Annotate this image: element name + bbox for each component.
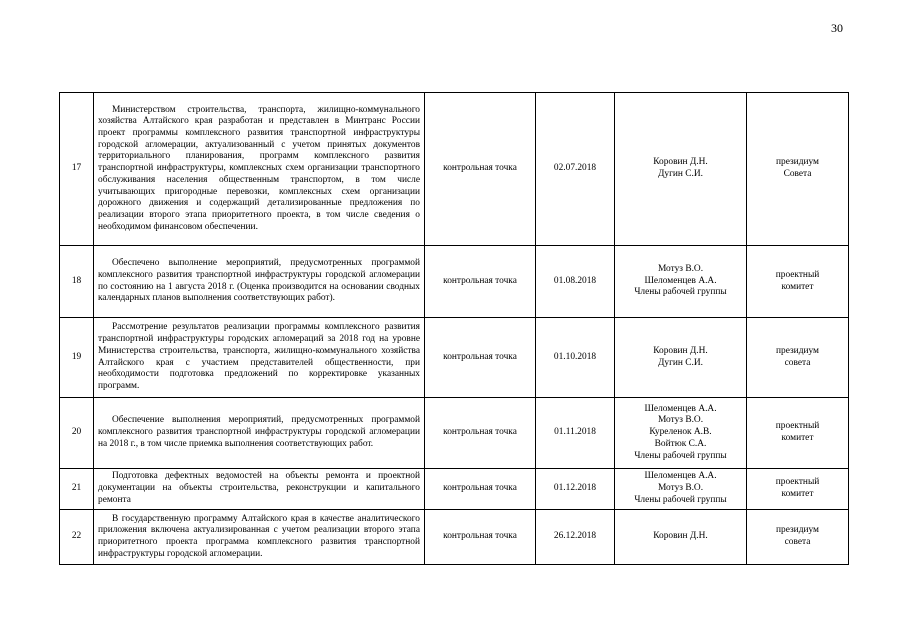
- responsible-person: Дугин С.И.: [657, 169, 704, 179]
- milestone-type: контрольная точка: [425, 398, 536, 469]
- approving-body: [747, 318, 849, 398]
- approving-body-line: проектный: [775, 477, 820, 488]
- responsible-person: Мотуз В.О.: [657, 263, 704, 274]
- approving-body-line: комитет: [781, 281, 814, 292]
- approving-body-line: совета: [784, 357, 811, 368]
- responsible-persons: [615, 398, 747, 469]
- approving-body-line: Совета: [783, 169, 812, 179]
- approving-body-line: проектный: [775, 269, 820, 280]
- table-row: [60, 469, 849, 510]
- milestone-date: 02.07.2018: [536, 93, 615, 246]
- responsible-persons: [615, 469, 747, 510]
- table-row: [60, 398, 849, 469]
- responsible-person: Шеломенцев А.А.: [644, 275, 717, 286]
- responsible-persons: [615, 246, 747, 318]
- responsible-person: Мотуз В.О.: [657, 483, 704, 494]
- row-number: 19: [60, 318, 94, 398]
- responsible-person: Члены рабочей группы: [634, 494, 727, 505]
- responsible-person: Дугин С.И.: [657, 357, 704, 368]
- row-number: 17: [60, 93, 94, 246]
- approving-body-line: комитет: [781, 433, 814, 443]
- milestone-description: Рассмотрение результатов реализации программы комплексного развития транспортной инфраструктуры городских агломераций за 2018 год на уровне Министерства строительства, транспорта, жилищно-коммунального хозяйства Алтайского края с участием представителей общественности, при необходимости подготовка предложений по корректировке указанных программ.: [94, 318, 425, 398]
- approving-body: [747, 510, 849, 565]
- milestone-date: 01.12.2018: [536, 469, 615, 510]
- responsible-persons: [615, 93, 747, 246]
- responsible-person: Шеломенцев А.А.: [644, 471, 717, 482]
- responsible-persons: [615, 510, 747, 565]
- table-row: [60, 93, 849, 246]
- row-number: 18: [60, 246, 94, 318]
- row-number: 22: [60, 510, 94, 565]
- milestones-table: [59, 92, 849, 565]
- approving-body-line: совета: [784, 537, 811, 547]
- approving-body: [747, 93, 849, 246]
- milestone-description: Обеспечение выполнения мероприятий, предусмотренных программой комплексного развития транспортной инфраструктуры городской агломерации на 2018 г., в том числе приемка выполнения соответствующих работ.: [94, 398, 425, 469]
- approving-body-line: президиум: [776, 157, 819, 168]
- responsible-person: Коровин Д.Н.: [653, 345, 708, 356]
- milestone-date: 01.11.2018: [536, 398, 615, 469]
- milestone-description: Министерством строительства, транспорта, жилищно-коммунального хозяйства Алтайского края разработан и представлен в Минтранс России проект программы комплексного развития транспортной инфраструктуры городской агломерации, актуализованный с учетом принятых документов территориального планирования, программ комплексного развития транспортной инфраструктуры, комплексных схем организации транспортного обслуживания населения общественным транспортом, в том числе учитывающих пригородные перевозки, комплексных схем организации дорожного движения и содержащий детализированные предложения по реализации второго этапа приоритетного проекта, в том числе сведения о необходимом финансовом обеспечении.: [94, 93, 425, 246]
- responsible-person: Коровин Д.Н.: [653, 531, 708, 542]
- approving-body-line: президиум: [776, 525, 819, 536]
- milestone-type: контрольная точка: [425, 246, 536, 318]
- approving-body: [747, 469, 849, 510]
- milestone-type: контрольная точка: [425, 510, 536, 565]
- responsible-person: Куреленок А.В.: [649, 427, 712, 438]
- approving-body: [747, 246, 849, 318]
- milestone-date: 01.10.2018: [536, 318, 615, 398]
- milestone-date: 26.12.2018: [536, 510, 615, 565]
- milestone-date: 01.08.2018: [536, 246, 615, 318]
- approving-body-line: проектный: [775, 421, 820, 432]
- approving-body-line: комитет: [781, 489, 814, 499]
- row-number: 21: [60, 469, 94, 510]
- approving-body-line: президиум: [776, 345, 819, 356]
- responsible-person: Войтюк С.А.: [654, 438, 707, 449]
- approving-body: [747, 398, 849, 469]
- page-number: 30: [831, 21, 843, 35]
- responsible-person: Члены рабочей группы: [634, 287, 727, 298]
- table-row: [60, 318, 849, 398]
- milestone-description: В государственную программу Алтайского края в качестве аналитического приложения включена актуализированная с учетом реализации второго этапа приоритетного проекта программа комплексного развития транспортной инфраструктуры городской агломерации.: [94, 510, 425, 565]
- responsible-persons: [615, 318, 747, 398]
- responsible-person: Шеломенцев А.А.: [644, 403, 717, 414]
- table-row: [60, 246, 849, 318]
- table-row: [60, 510, 849, 565]
- milestone-type: контрольная точка: [425, 469, 536, 510]
- responsible-person: Мотуз В.О.: [657, 415, 704, 426]
- milestone-description: Обеспечено выполнение мероприятий, предусмотренных программой комплексного развития транспортной инфраструктуры городской агломерации по состоянию на 1 августа 2018 г. (Оценка производится на основании сводных календарных планов выполнения соответствующих работ).: [94, 246, 425, 318]
- milestone-type: контрольная точка: [425, 318, 536, 398]
- milestone-type: контрольная точка: [425, 93, 536, 246]
- milestone-description: Подготовка дефектных ведомостей на объекты ремонта и проектной документации на объекты строительства, реконструкции и капитального ремонта: [94, 469, 425, 510]
- responsible-person: Коровин Д.Н.: [653, 157, 708, 168]
- responsible-person: Члены рабочей группы: [634, 450, 727, 461]
- row-number: 20: [60, 398, 94, 469]
